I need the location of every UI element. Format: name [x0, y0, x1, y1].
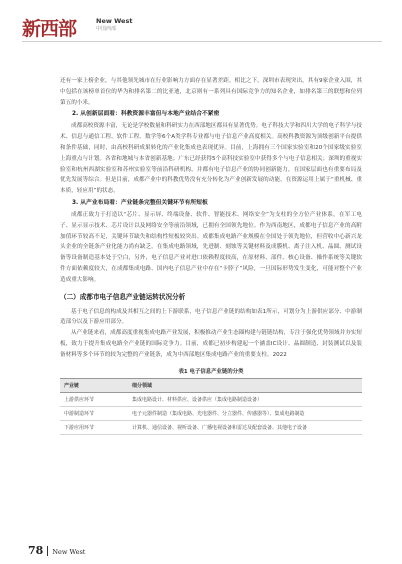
paragraph: 从产业链来看，成都高度重视集成电路产业发展，积极推动产业生态圈构建与链链结构，专注于强化优势领域并夯实短板，致力于提升集成电路全产业链的国际竞争力。目前，成都已初步构建起一个涵盖IC设计、晶圆制造、封装测试以及装备材料等多个环节的较为完整的产业链条，成为中西部地区集成电路产业的重要支柱。2022: [60, 330, 362, 358]
table-cell: 上游供应环节: [60, 392, 128, 406]
journal-name: New West: [52, 548, 86, 556]
table-row: [60, 420, 362, 434]
logo-chinese-small: 中国西部: [96, 26, 117, 32]
logo-subtitle: [96, 17, 132, 33]
table-cell: 下游应用环节: [60, 420, 128, 434]
paragraph: 成都正致力于打造以“芯片、显示屏、终端设备、软件、智能技术、网络安全”为支柱的全方位产业体系，在军工电子、显示显示技术、芯片设计以及网络安全等前沿领域，已拥有全国领先地位。作为西南地区，成都电子信息产业的高附加值环节较高不足，关键环节缺失和结构性短板较突出。成都集成电路产业规模在全国处于领先地位，但营收中心新兴龙头企业的全链条产业化能力尚有缺乏。在集成电路领域，先进制、刻蚀等关键材料及成膜机、离子注入机、晶圆、测试设备等设备制造基本处于空白，另外，电子信息产业对进口依赖程度较高，在原材料、部件、核心设备、操作系统等关键软件方面依赖度较大，在成都集成电路、国内电子信息产业中存在“卡脖子”风险，一旦国际形势发生变化，可能对整个产业造成重大影响。: [60, 211, 362, 283]
footer-divider: [47, 546, 48, 556]
logo-title: 新西部: [22, 18, 77, 40]
article-body: [60, 76, 362, 435]
table-header-cell: 细分领域: [128, 378, 362, 392]
table-cell: 中游制造环节: [60, 406, 128, 420]
table-row: [60, 392, 362, 406]
subheading: 2. 从创新层面看：科教资源丰富但与本地产业结合不紧密: [72, 111, 220, 118]
page-footer: [28, 544, 85, 557]
header-divider: [22, 41, 382, 42]
paragraph: 成都高校资源丰富，无论是学校数量和科研实力在西部地区都具有显著优势。电子科技大学和四川大学的电子科学与技术、信息与通信工程、软件工程、数学等6个A类学科专业都与电子信息产业高度相关。高校科教资源为顶级创新平台提供和条件基础，同时，由高校科研成果转化的产业化集成也表现优异。目前，上海拥有三个国家实验室和20个国家级实验室上海重点与计划。各省和地城与本省创新基地；广东已经获得5个高科技实验室中获得多个与电子信息相关；深圳的重视实验室和杭州西湖实验室和苏州实验室等前沿科研机构，并都有电子信息产业的协同创新能力，在国家层面也有重要布局及优先发展等综合。但是目前，成都产业中的科教优势没有充分转化为产业创新发展的动能，在资源运用上属于“重机械、重本质，轻应用”的状态。: [60, 123, 362, 195]
table-cell: 集成电路设计、材料供应、设备供应（集成电路制造设备）: [128, 392, 362, 406]
table-header-cell: 产业链: [60, 378, 128, 392]
paragraph: 还有一家上榜企业，与其他领先城市在行业影响力方面存在显著差距。相比之下，深圳市表现突出，其有9家企业入围，其中包括在该榜单首位的华为和排名第二的比亚迪，北京则有一系列具有国际竞争力的知名企业，如排名第三的联想和位列第五的小米。: [60, 78, 362, 106]
table-row: [60, 406, 362, 420]
industry-chain-table: [60, 378, 362, 435]
page-number: 78: [28, 544, 44, 557]
subheading: 3. 从产业布局看：产业链条完整但关键环节有所短板: [72, 199, 208, 206]
table-cell: 计算机、通信设备、视听设备、广播电视设备和雷达及配套设备、其他电子设备: [128, 420, 362, 434]
table-cell: 电子元器件制造（集成电路、光电器件、分立器件、传感器等）、集成电路制造: [128, 406, 362, 420]
table-caption: 表1 电子信息产业链的分类: [178, 368, 244, 375]
table-header-row: [60, 378, 362, 392]
paragraph: 基于电子信息的构成及其相互之间的上下游联系，电子信息产业链的结构如表1所示，可划分为上游供应部分、中游制造部分以及下游应用部分。: [60, 308, 362, 326]
page-header: [22, 8, 382, 42]
logo-english: New West: [96, 17, 133, 25]
section-heading: （二）成都市电子信息产业链运转状况分析: [60, 292, 186, 301]
